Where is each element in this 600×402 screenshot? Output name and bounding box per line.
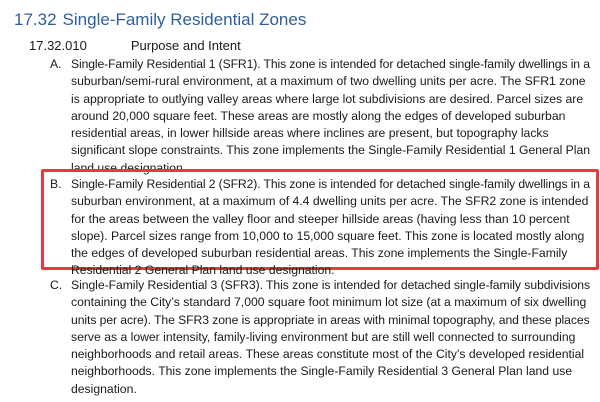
text-line: is appropriate to outlying valley areas where large lot subdivisions are desired. Parcel sizes are [71, 91, 584, 106]
list-item-b [50, 176, 590, 280]
text-line: containing the City’s standard 7,000 square foot minimum lot size (at a maximum of six dwelling [71, 295, 587, 310]
text-line: neighborhoods and retail areas. These areas constitute most of the City’s developed residential [71, 347, 585, 362]
text-line: Single-Family Residential 1 (SFR1). This zone is intended for detached single-family dwellings in a [71, 57, 590, 71]
text-line: Single-Family Residential 3 (SFR3). This zone is intended for detached single-family subdivisions [71, 278, 591, 292]
text-line: around 20,000 square feet. These areas are mostly along the edges of developed suburban [71, 108, 566, 123]
text-line: designation. [71, 381, 137, 396]
text-line: for the areas between the valley floor and steeper hillside areas (having less than 10 percent [71, 211, 570, 226]
text-line: Residential 2 General Plan land use designation. [71, 263, 335, 278]
text-line: units per acre). The SFR3 zone is appropriate in areas with minimal topography, and these places [71, 312, 590, 327]
item-text [71, 176, 590, 280]
text-line: neighborhoods. This zone implements the Single-Family Residential 3 General Plan land use [71, 364, 573, 379]
page-heading [14, 10, 306, 30]
text-line: Single-Family Residential 2 (SFR2). This zone is intended for detached single-family dwellings in a [71, 177, 590, 191]
list-item-a [50, 56, 590, 177]
item-text [71, 56, 590, 177]
section-heading [29, 38, 241, 53]
text-line: significant slope constraints. This zone implements the Single-Family Residential 1 General Plan [71, 143, 591, 158]
text-line: slope). Parcel sizes range from 10,000 to 15,000 square feet. This zone is located mostly along [71, 228, 585, 243]
list-item-c [50, 277, 590, 398]
text-line: land use designation. [71, 160, 187, 175]
text-line: serve as a lower intensity, family-living environment but are still well connected to surrounding [71, 329, 576, 344]
item-text [71, 277, 590, 398]
item-letter: B. [50, 177, 62, 191]
section-title: Purpose and Intent [130, 38, 241, 53]
heading-title: Single-Family Residential Zones [62, 10, 307, 29]
section-number: 17.32.010 [29, 38, 87, 53]
item-letter: A. [50, 57, 62, 71]
text-line: the edges of developed suburban residential areas. This zone implements the Single-Family [71, 246, 568, 261]
heading-number: 17.32 [14, 10, 57, 29]
text-line: suburban/semi-rural environment, at a maximum of two dwelling units per acre. The SFR1 zone [71, 74, 586, 89]
text-line: suburban environment, at a maximum of 4.4 dwelling units per acre. The SFR2 zone is intended [71, 194, 589, 209]
item-letter: C. [50, 278, 63, 292]
text-line: residential areas, in lower hillside areas where inclines are present, but topography lacks [71, 126, 549, 141]
